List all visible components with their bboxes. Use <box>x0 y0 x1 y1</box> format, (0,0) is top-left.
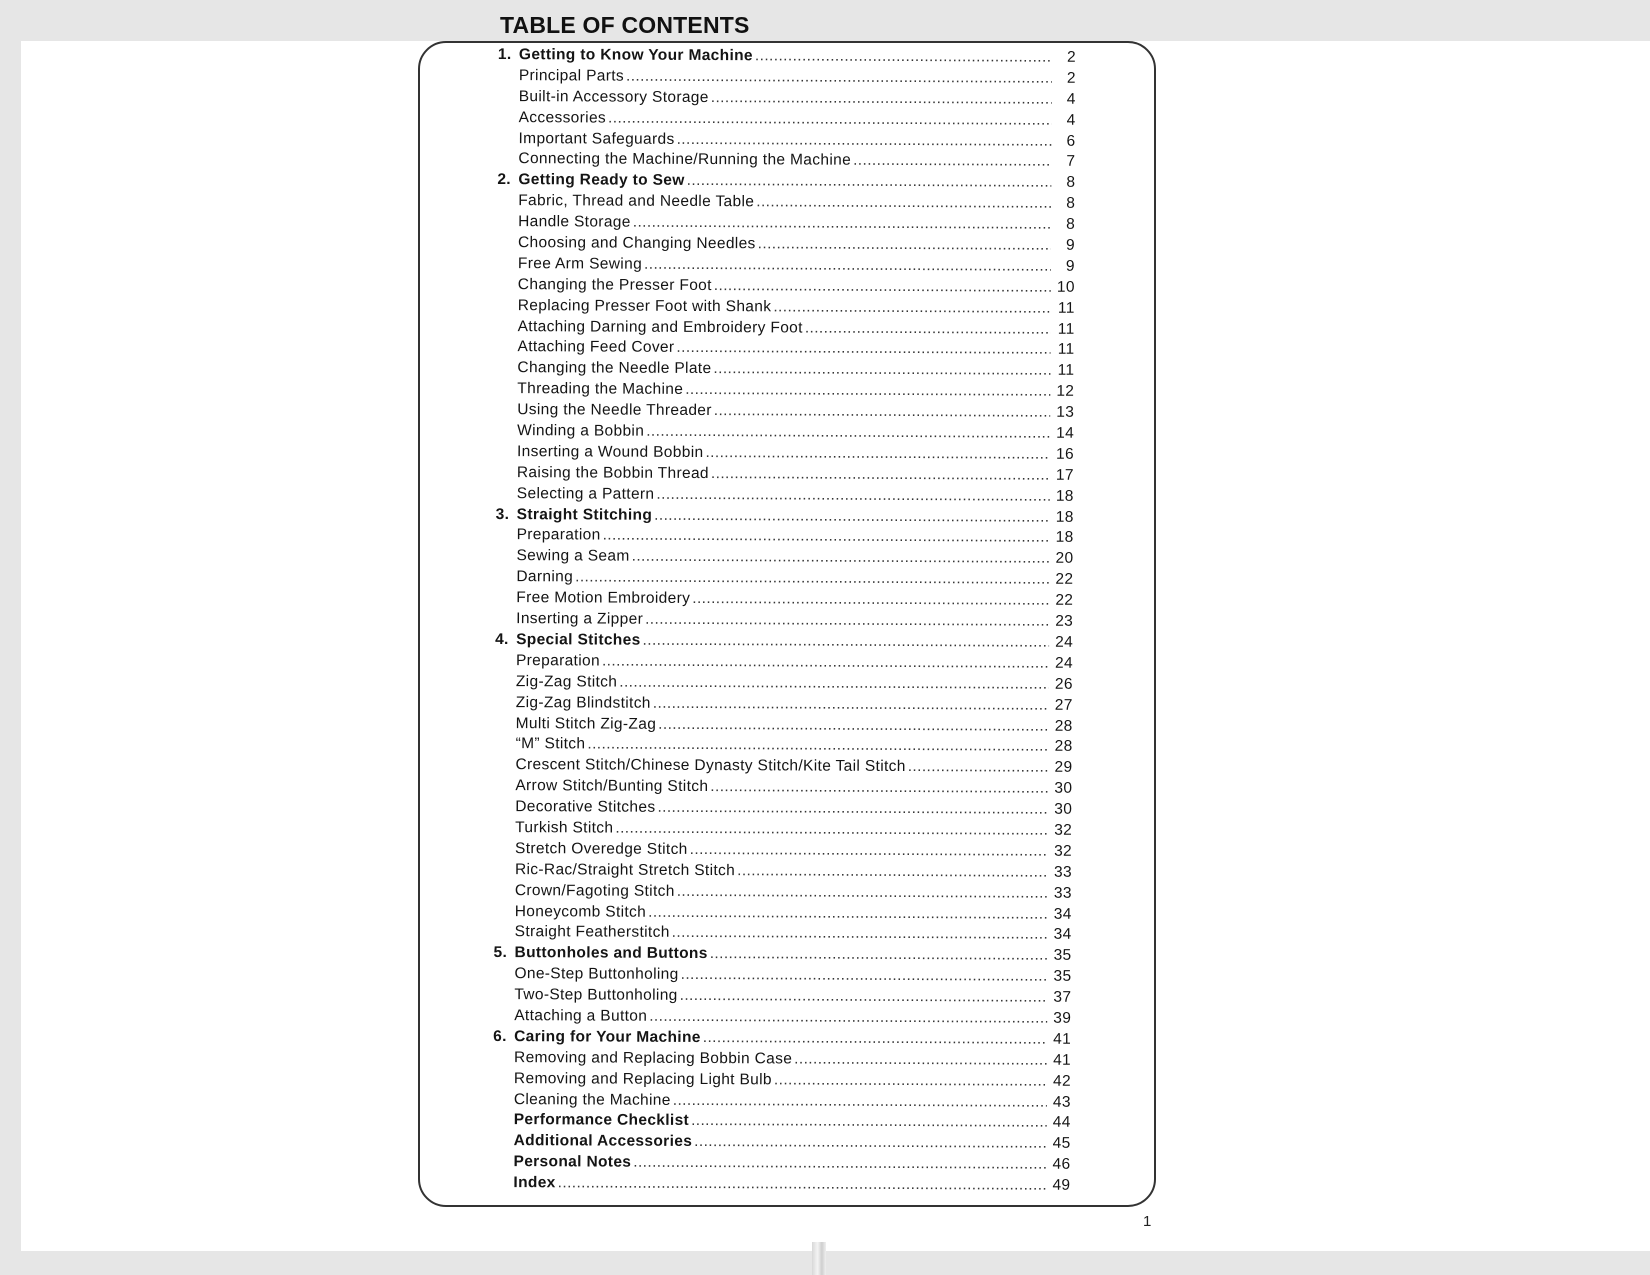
dot-leader <box>615 819 1048 842</box>
dot-leader <box>657 798 1048 821</box>
entry-label: Zig-Zag Stitch <box>515 672 618 691</box>
toc-entry <box>496 421 1074 445</box>
toc-entry <box>495 693 1073 717</box>
entry-page-number: 44 <box>1052 1114 1071 1132</box>
entry-label: Using the Needle Threader <box>517 401 712 420</box>
dot-leader <box>673 1090 1047 1113</box>
toc-entry <box>495 546 1073 570</box>
toc-entry <box>495 567 1073 591</box>
toc-entry <box>495 713 1073 737</box>
dot-leader <box>575 568 1049 591</box>
entry-page-number: 35 <box>1053 967 1072 986</box>
dot-leader <box>677 882 1048 905</box>
entry-page-number: 2 <box>1066 69 1076 87</box>
toc-chapter-entry <box>495 630 1073 654</box>
entry-label: Cleaning the Machine <box>513 1090 671 1109</box>
entry-page-number: 30 <box>1054 800 1073 818</box>
entry-label: Performance Checklist <box>513 1111 690 1130</box>
entry-label: Free Motion Embroidery <box>516 589 691 608</box>
dot-leader <box>672 923 1048 946</box>
entry-page-number: 33 <box>1053 863 1073 881</box>
dot-leader <box>690 840 1048 863</box>
dot-leader <box>773 297 1050 319</box>
entry-label: Straight Stitching <box>516 505 653 524</box>
toc-entry <box>496 463 1074 487</box>
entry-page-number: 46 <box>1052 1155 1071 1174</box>
dot-leader <box>619 672 1049 695</box>
entry-page-number: 20 <box>1055 550 1074 568</box>
entry-page-number: 32 <box>1054 842 1073 860</box>
entry-page-number: 24 <box>1055 633 1074 651</box>
toc-entry <box>497 149 1075 173</box>
entry-page-number: 11 <box>1057 362 1075 380</box>
entry-page-number: 41 <box>1053 1030 1072 1048</box>
entry-page-number: 41 <box>1053 1051 1072 1069</box>
dot-leader <box>710 944 1048 967</box>
entry-page-number: 9 <box>1065 257 1075 275</box>
toc-entry <box>496 484 1074 508</box>
entry-label: Attaching Feed Cover <box>517 338 675 357</box>
entry-page-number: 45 <box>1052 1135 1071 1153</box>
entry-label: Attaching a Button <box>514 1007 648 1025</box>
entry-label: Buttonholes and Buttons <box>514 944 708 963</box>
entry-page-number: 28 <box>1054 717 1073 735</box>
entry-label: Arrow Stitch/Bunting Stitch <box>515 777 709 796</box>
toc-entry <box>494 860 1072 884</box>
entry-label: Fabric, Thread and Needle Table <box>518 192 755 211</box>
dot-leader <box>705 443 1050 466</box>
entry-page-number: 11 <box>1057 320 1075 338</box>
entry-label: Changing the Presser Foot <box>517 275 712 294</box>
dot-leader <box>608 108 1052 131</box>
dot-leader <box>587 735 1048 758</box>
entry-page-number: 22 <box>1055 570 1074 589</box>
dot-leader <box>644 255 1051 278</box>
dot-leader <box>646 422 1050 445</box>
page-title: TABLE OF CONTENTS <box>500 12 750 38</box>
dot-leader <box>633 1153 1046 1176</box>
entry-label: Additional Accessories <box>513 1132 693 1151</box>
dot-leader <box>653 693 1049 716</box>
dot-leader <box>648 902 1048 925</box>
toc-entry <box>493 1131 1071 1155</box>
toc-chapter-entry <box>498 45 1076 69</box>
toc-entry <box>495 609 1073 633</box>
toc-entry <box>495 651 1073 675</box>
toc-entry <box>493 1069 1071 1093</box>
toc-entry <box>494 797 1072 821</box>
entry-label: Getting to Know Your Machine <box>518 46 753 65</box>
entry-page-number: 6 <box>1066 132 1076 150</box>
entry-label: Personal Notes <box>513 1153 632 1171</box>
entry-label: Connecting the Machine/Running the Machine <box>518 150 852 170</box>
entry-page-number: 18 <box>1055 508 1074 526</box>
entry-page-number: 8 <box>1066 215 1076 233</box>
entry-label: Principal Parts <box>518 66 625 85</box>
toc-entry <box>497 191 1075 215</box>
toc-entry <box>497 296 1075 320</box>
entry-label: Multi Stitch Zig-Zag <box>515 714 657 733</box>
entry-label: Crescent Stitch/Chinese Dynasty Stitch/Kite Tail Stitch <box>515 756 906 776</box>
toc-entry <box>498 66 1076 90</box>
dot-leader <box>692 589 1049 612</box>
chapter-number: 6. <box>493 1027 507 1045</box>
dot-leader <box>713 359 1050 382</box>
toc-entry <box>496 379 1074 403</box>
dot-leader <box>632 547 1050 570</box>
entry-page-number: 18 <box>1055 529 1074 547</box>
toc-entry <box>495 734 1073 758</box>
dot-leader <box>633 213 1051 236</box>
entry-label: Honeycomb Stitch <box>514 902 647 921</box>
binding-fold <box>812 1242 826 1275</box>
dot-leader <box>626 67 1052 90</box>
dot-leader <box>908 757 1049 779</box>
dot-leader <box>643 631 1050 654</box>
entry-page-number: 7 <box>1066 153 1076 171</box>
dot-leader <box>703 1028 1047 1051</box>
toc-entry <box>496 525 1074 549</box>
entry-label: Preparation <box>516 526 601 544</box>
entry-label: Built-in Accessory Storage <box>518 87 709 106</box>
entry-label: Two-Step Buttonholing <box>514 986 678 1004</box>
toc-entry <box>494 776 1072 800</box>
entry-page-number: 33 <box>1053 884 1072 902</box>
entry-label: Straight Featherstitch <box>514 923 670 942</box>
toc-entry <box>492 1173 1070 1197</box>
toc-entry <box>495 588 1073 612</box>
dot-leader <box>755 46 1052 68</box>
entry-label: Replacing Presser Foot with Shank <box>517 296 772 316</box>
dot-leader <box>558 1173 1047 1196</box>
chapter-number: 4. <box>495 630 509 648</box>
dot-leader <box>602 651 1049 674</box>
dot-leader <box>603 526 1050 549</box>
entry-label: Darning <box>516 568 574 586</box>
entry-page-number: 28 <box>1054 738 1073 756</box>
toc-entry <box>495 672 1073 696</box>
entry-page-number: 30 <box>1054 779 1073 797</box>
dot-leader <box>714 401 1051 424</box>
dot-leader <box>691 1111 1047 1134</box>
toc-entry <box>497 254 1075 278</box>
toc-entry <box>498 87 1076 111</box>
dot-leader <box>774 1070 1047 1092</box>
entry-page-number: 35 <box>1053 947 1072 965</box>
toc-entry <box>493 1090 1071 1114</box>
chapter-number: 1. <box>497 45 512 64</box>
chapter-number: 5. <box>493 944 508 962</box>
toc-chapter-entry <box>496 505 1074 529</box>
dot-leader <box>711 88 1052 111</box>
entry-label: One-Step Buttonholing <box>514 965 679 984</box>
toc-entry <box>497 275 1075 299</box>
toc-entry <box>494 755 1072 779</box>
entry-label: Free Arm Sewing <box>517 255 643 273</box>
dot-leader <box>658 714 1049 737</box>
toc-entry <box>497 129 1075 153</box>
entry-label: Crown/Fagoting Stitch <box>514 881 675 900</box>
dot-leader <box>714 276 1051 299</box>
toc-entry <box>494 902 1072 926</box>
dot-leader <box>694 1132 1047 1155</box>
entry-label: Decorative Stitches <box>515 798 656 816</box>
toc-entry <box>494 839 1072 863</box>
entry-page-number: 32 <box>1054 821 1073 839</box>
entry-page-number: 27 <box>1054 696 1073 714</box>
toc-entry <box>496 358 1074 382</box>
entry-page-number: 49 <box>1052 1176 1071 1194</box>
entry-label: Index <box>513 1174 556 1192</box>
toc-entry <box>498 108 1076 132</box>
entry-label: Choosing and Changing Needles <box>517 234 756 253</box>
toc-entry <box>493 1006 1071 1030</box>
entry-page-number: 26 <box>1054 675 1073 693</box>
entry-page-number: 8 <box>1066 195 1076 213</box>
dot-leader <box>711 464 1050 487</box>
dot-leader <box>685 380 1050 403</box>
toc-entry <box>494 818 1072 842</box>
chapter-number: 2. <box>497 171 512 189</box>
entry-page-number: 29 <box>1054 759 1073 777</box>
entry-label: Zig-Zag Blindstitch <box>515 693 651 712</box>
entry-page-number: 34 <box>1053 926 1072 944</box>
entry-page-number: 9 <box>1066 236 1076 254</box>
entry-label: “M” Stitch <box>515 735 586 753</box>
entry-label: Changing the Needle Plate <box>517 359 712 378</box>
entry-label: Handle Storage <box>518 213 631 231</box>
entry-label: Removing and Replacing Bobbin Case <box>514 1048 793 1068</box>
toc-entry <box>496 337 1074 361</box>
entry-page-number: 4 <box>1066 90 1076 108</box>
entry-page-number: 13 <box>1056 403 1075 421</box>
entry-label: Removing and Replacing Light Bulb <box>513 1069 772 1088</box>
entry-page-number: 24 <box>1054 654 1074 672</box>
entry-label: Raising the Bobbin Thread <box>516 463 709 482</box>
entry-label: Threading the Machine <box>517 380 684 399</box>
toc-entry <box>494 881 1072 905</box>
toc-entry <box>496 400 1074 424</box>
entry-page-number: 43 <box>1052 1093 1071 1111</box>
entry-page-number: 8 <box>1066 174 1076 192</box>
toc-entry <box>493 985 1071 1009</box>
entry-label: Preparation <box>515 651 601 670</box>
entry-page-number: 37 <box>1053 988 1072 1006</box>
entry-label: Stretch Overedge Stitch <box>515 839 688 858</box>
entry-page-number: 12 <box>1056 382 1075 401</box>
dot-leader <box>805 318 1051 340</box>
toc-entry <box>493 1048 1071 1072</box>
entry-label: Caring for Your Machine <box>514 1027 701 1046</box>
toc-entry <box>493 964 1071 988</box>
entry-label: Ric-Rac/Straight Stretch Stitch <box>514 860 736 879</box>
entry-page-number: 34 <box>1053 905 1072 923</box>
entry-page-number: 23 <box>1055 612 1074 630</box>
dot-leader <box>677 129 1052 152</box>
dot-leader <box>758 234 1051 256</box>
entry-label: Inserting a Zipper <box>516 610 644 628</box>
entry-label: Selecting a Pattern <box>516 484 655 503</box>
toc-entry <box>493 1110 1071 1134</box>
toc-entry <box>492 1152 1070 1176</box>
dot-leader <box>649 1007 1047 1030</box>
entry-page-number: 17 <box>1055 466 1074 484</box>
dot-leader <box>680 986 1048 1009</box>
entry-page-number: 39 <box>1053 1009 1072 1027</box>
dot-leader <box>656 484 1049 507</box>
page-number: 1 <box>1143 1213 1152 1230</box>
toc-entry <box>497 233 1075 257</box>
dot-leader <box>853 151 1051 173</box>
toc-chapter-entry <box>497 170 1075 194</box>
entry-page-number: 4 <box>1066 111 1076 129</box>
entry-page-number: 42 <box>1052 1072 1071 1090</box>
toc-chapter-entry <box>494 943 1072 967</box>
toc-entry <box>497 317 1075 341</box>
toc-chapter-entry <box>493 1027 1071 1051</box>
toc-entry <box>497 212 1075 236</box>
entry-page-number: 14 <box>1056 424 1075 442</box>
entry-label: Getting Ready to Sew <box>518 171 685 190</box>
entry-page-number: 2 <box>1066 48 1076 66</box>
entry-label: Winding a Bobbin <box>517 422 645 440</box>
entry-page-number: 22 <box>1055 591 1074 609</box>
chapter-number: 3. <box>495 505 510 523</box>
entry-page-number: 11 <box>1057 299 1075 317</box>
dot-leader <box>645 610 1049 633</box>
entry-label: Special Stitches <box>516 631 641 649</box>
entry-label: Attaching Darning and Embroidery Foot <box>517 317 803 337</box>
toc-entry <box>496 442 1074 466</box>
dot-leader <box>676 338 1050 361</box>
dot-leader <box>654 505 1050 528</box>
entry-label: Accessories <box>518 108 607 127</box>
entry-page-number: 16 <box>1056 445 1075 463</box>
dot-leader <box>756 192 1051 214</box>
dot-leader <box>687 171 1052 194</box>
entry-label: Turkish Stitch <box>515 819 614 837</box>
entry-label: Sewing a Seam <box>516 547 630 566</box>
entry-label: Important Safeguards <box>518 129 675 148</box>
dot-leader <box>710 777 1048 800</box>
toc-list <box>492 45 1076 1197</box>
entry-page-number: 11 <box>1057 341 1075 359</box>
dot-leader <box>681 965 1048 988</box>
dot-leader <box>737 861 1048 883</box>
entry-page-number: 18 <box>1055 487 1074 505</box>
toc-entry <box>494 922 1072 946</box>
entry-page-number: 10 <box>1056 278 1075 296</box>
entry-label: Inserting a Wound Bobbin <box>516 443 704 461</box>
dot-leader <box>794 1049 1047 1071</box>
